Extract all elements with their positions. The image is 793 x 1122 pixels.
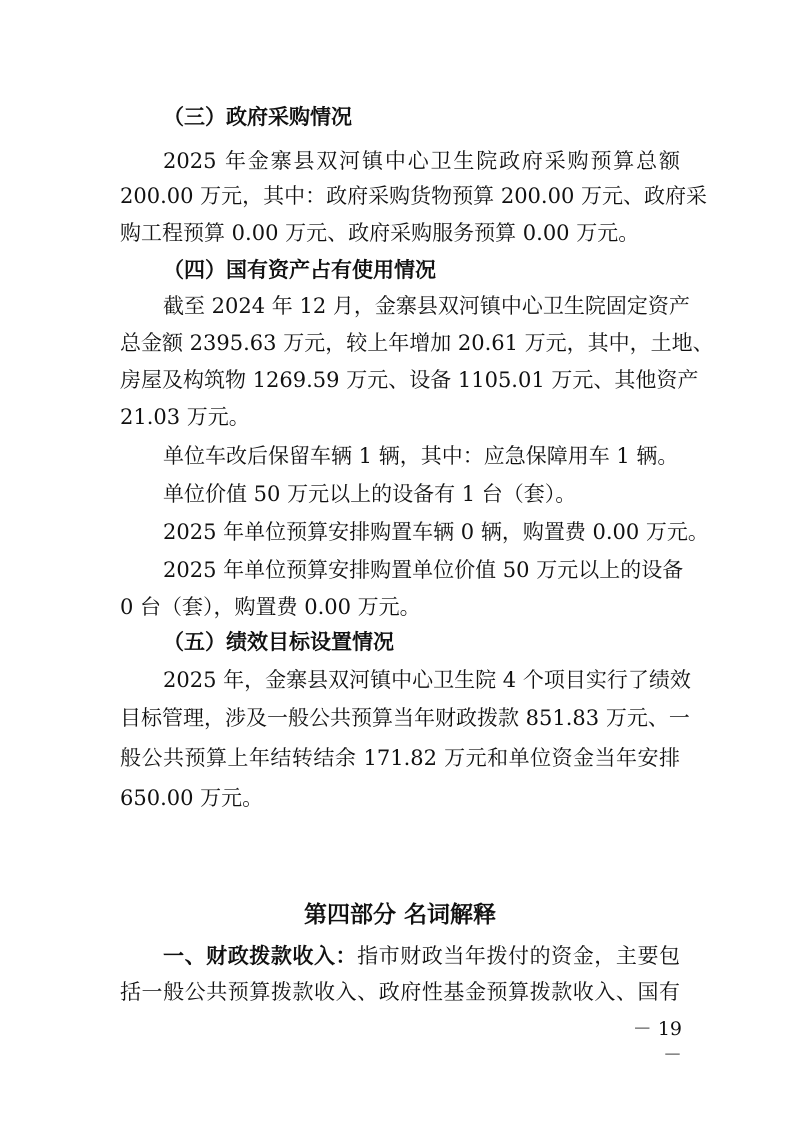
paragraph-line: 括一般公共预算拨款收入、政府性基金预算拨款收入、国有 xyxy=(120,980,680,1004)
paragraph-line: 650.00 万元。 xyxy=(120,786,264,810)
paragraph-line: 0 台（套），购置费 0.00 万元。 xyxy=(120,595,421,619)
paragraph-line: 房屋及构筑物 1269.59 万元、设备 1105.01 万元、其他资产 xyxy=(120,368,699,392)
paragraph-line: 200.00 万元，其中：政府采购货物预算 200.00 万元、政府采 xyxy=(120,184,707,208)
paragraph-line: 2025 年，金寨县双河镇中心卫生院 4 个项目实行了绩效 xyxy=(163,668,691,692)
paragraph-line: 般公共预算上年结转结余 171.82 万元和单位资金当年安排 xyxy=(120,746,680,770)
paragraph-line: 单位车改后保留车辆 1 辆，其中：应急保障用车 1 辆。 xyxy=(163,444,679,468)
paragraph-line: 单位价值 50 万元以上的设备有 1 台（套）。 xyxy=(163,482,577,506)
paragraph-line: 目标管理，涉及一般公共预算当年财政拨款 851.83 万元、一 xyxy=(120,706,690,730)
section-heading-procurement: （三）政府采购情况 xyxy=(163,105,352,129)
section-heading-state-assets: （四）国有资产占有使用情况 xyxy=(163,258,436,282)
term-text: 指市财政当年拨付的资金，主要包 xyxy=(357,944,681,968)
paragraph-line: 2025 年单位预算安排购置单位价值 50 万元以上的设备 xyxy=(163,558,684,582)
term-definition-line xyxy=(163,942,680,970)
part-title: 第四部分 名词解释 xyxy=(303,902,496,928)
paragraph-line: 2025 年单位预算安排购置车辆 0 辆，购置费 0.00 万元。 xyxy=(163,520,709,544)
page-number: － 19 － xyxy=(632,1018,682,1066)
term-label: 一、财政拨款收入： xyxy=(163,944,358,968)
paragraph-line: 21.03 万元。 xyxy=(120,405,250,429)
paragraph-line: 总金额 2395.63 万元，较上年增加 20.61 万元，其中，土地、 xyxy=(120,331,714,355)
paragraph-line: 购工程预算 0.00 万元、政府采购服务预算 0.00 万元。 xyxy=(120,221,640,245)
paragraph-line: 截至 2024 年 12 月，金寨县双河镇中心卫生院固定资产 xyxy=(163,294,690,318)
paragraph-line: 2025 年金寨县双河镇中心卫生院政府采购预算总额 xyxy=(163,149,680,173)
section-heading-performance: （五）绩效目标设置情况 xyxy=(163,630,394,654)
